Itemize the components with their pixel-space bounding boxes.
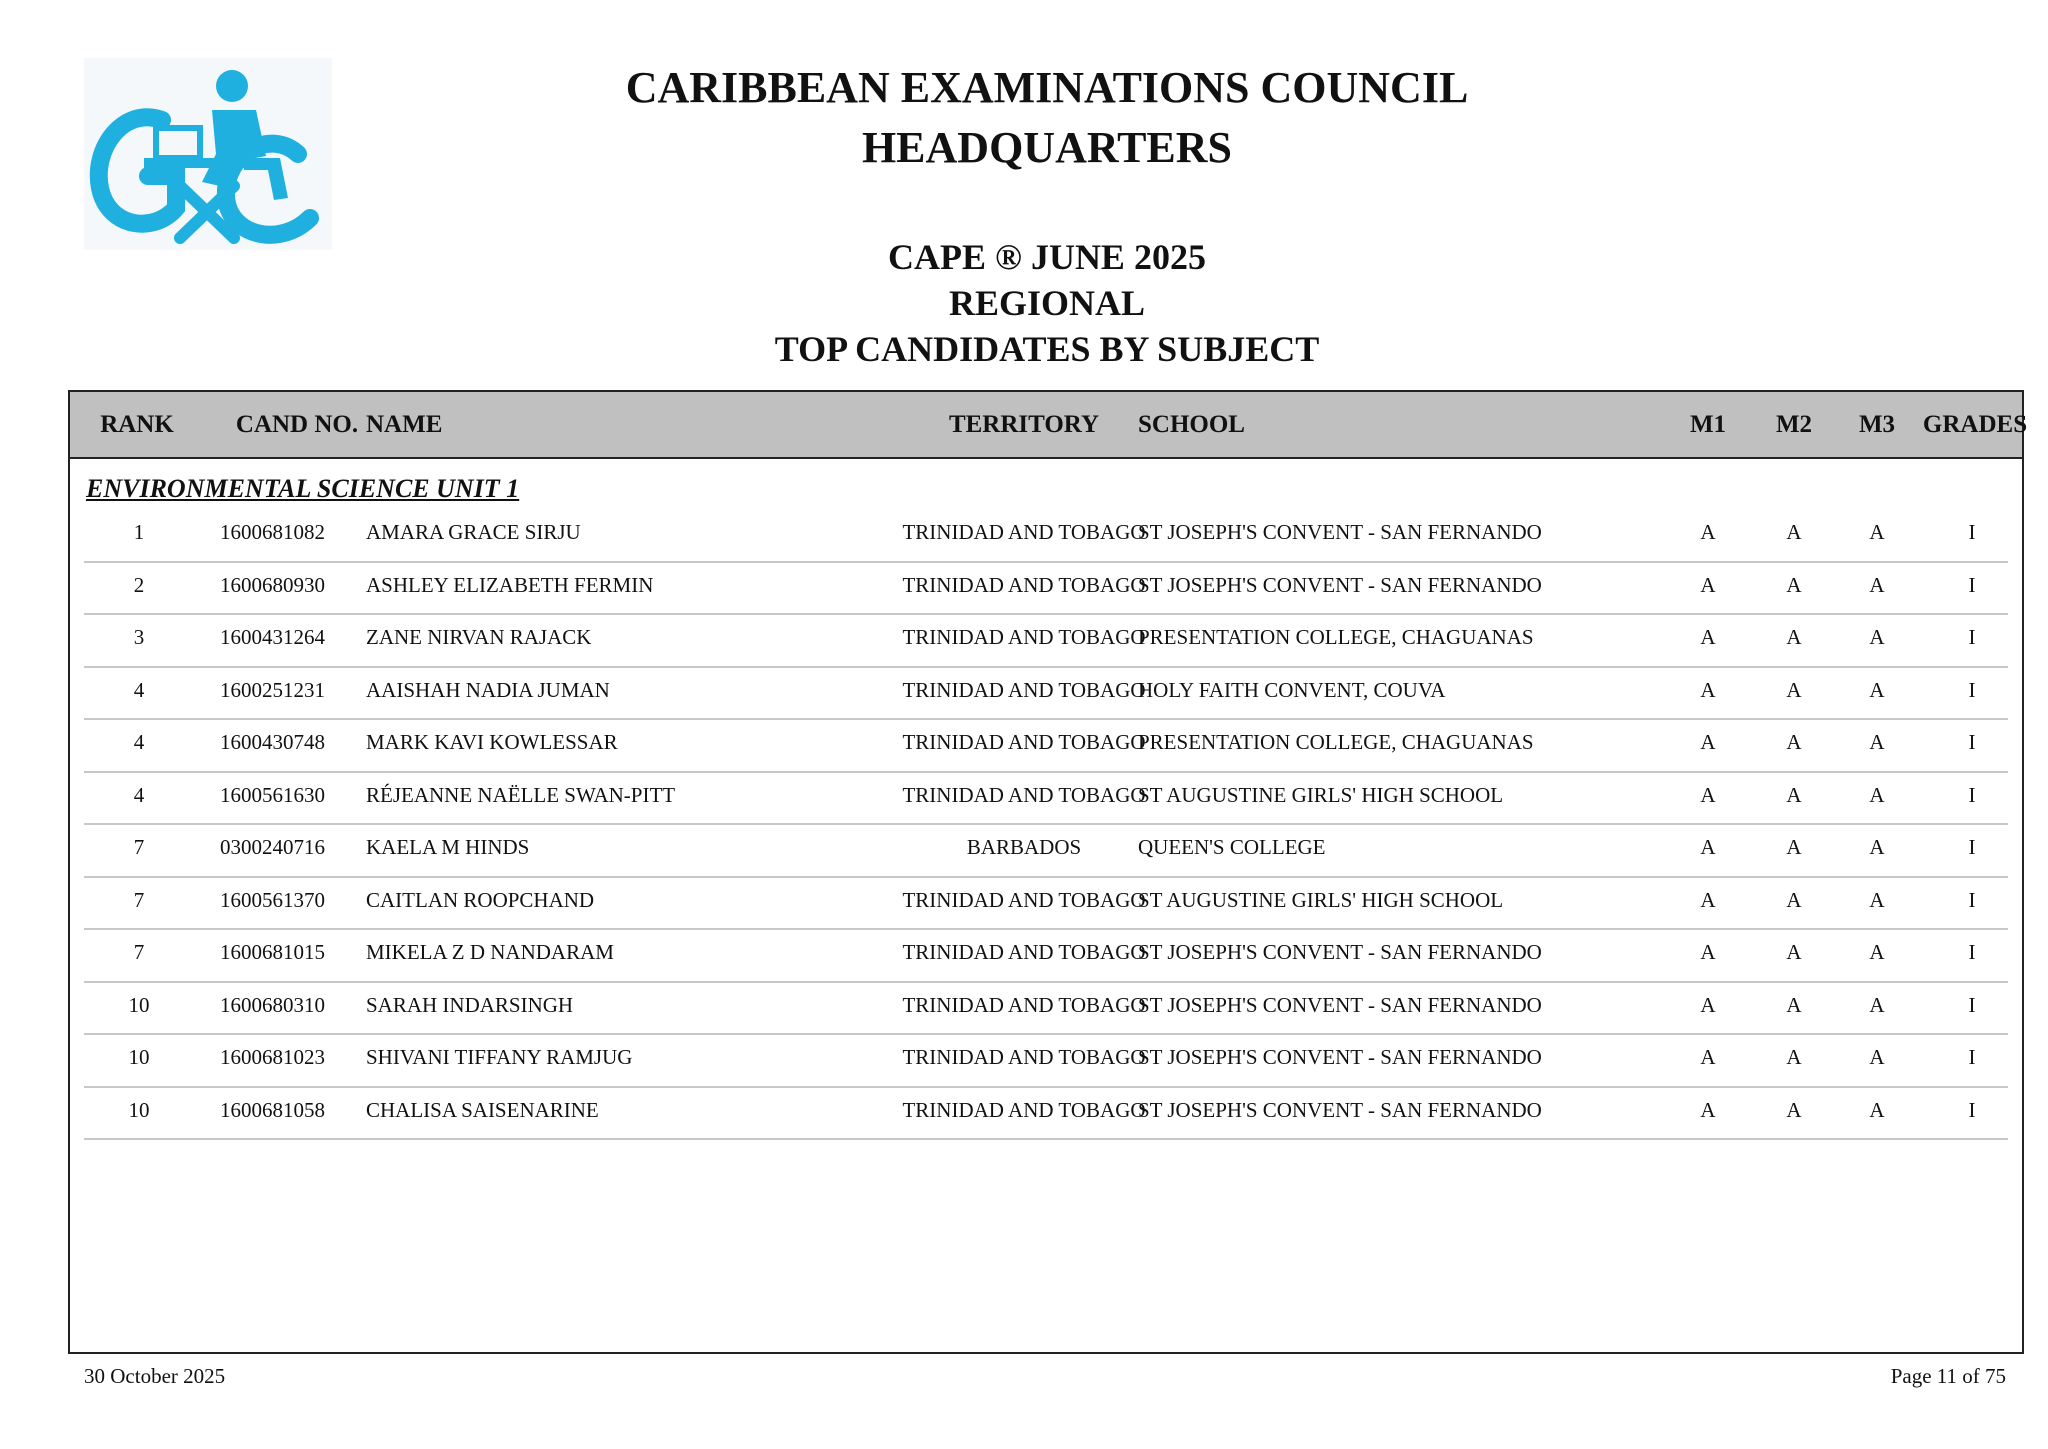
- cell-cand-no: 1600680310: [220, 992, 325, 1017]
- cell-m3: A: [1869, 782, 1885, 807]
- cell-grade: I: [1968, 835, 1976, 859]
- cell-m1: A: [1700, 835, 1716, 859]
- cell-rank: 7: [133, 940, 145, 964]
- cell-m3: A: [1869, 835, 1885, 859]
- cell-territory: TRINIDAD AND TOBAGO: [902, 887, 1146, 912]
- table-row: [84, 983, 2008, 1036]
- cell-grade: I: [1968, 730, 1976, 754]
- cell-m3: A: [1869, 992, 1885, 1017]
- table-row: [84, 878, 2008, 931]
- table-row: [84, 930, 2008, 983]
- cell-territory: TRINIDAD AND TOBAGO: [902, 1045, 1146, 1069]
- cell-name: AMARA GRACE SIRJU: [366, 520, 581, 544]
- cell-m2: A: [1786, 940, 1802, 964]
- cell-m3: A: [1869, 1097, 1885, 1122]
- cell-territory: TRINIDAD AND TOBAGO: [902, 782, 1146, 807]
- column-header-rank: RANK: [100, 411, 174, 438]
- cell-territory: TRINIDAD AND TOBAGO: [902, 520, 1146, 544]
- cell-grade: I: [1968, 940, 1976, 964]
- report-date: 30 October 2025: [84, 1364, 226, 1388]
- cell-name: CHALISA SAISENARINE: [366, 1097, 599, 1122]
- column-header-name: NAME: [366, 411, 443, 438]
- scope-title: REGIONAL: [948, 283, 1146, 323]
- cell-cand-no: 1600681015: [220, 940, 325, 964]
- cell-m2: A: [1786, 677, 1802, 702]
- cell-territory: BARBADOS: [966, 835, 1082, 859]
- report-title: TOP CANDIDATES BY SUBJECT: [774, 329, 1320, 369]
- table-row: [84, 720, 2008, 773]
- cell-name: ZANE NIRVAN RAJACK: [366, 625, 592, 649]
- cell-name: MIKELA Z D NANDARAM: [366, 940, 614, 964]
- cell-rank: 4: [133, 782, 145, 807]
- cell-m3: A: [1869, 520, 1885, 544]
- cell-m3: A: [1869, 940, 1885, 964]
- cell-school: ST JOSEPH'S CONVENT - SAN FERNANDO: [1138, 520, 1542, 544]
- table-row: [84, 510, 2008, 563]
- cell-m3: A: [1869, 1045, 1885, 1069]
- cell-school: QUEEN'S COLLEGE: [1138, 835, 1326, 859]
- cell-rank: 3: [133, 625, 145, 649]
- cell-school: PRESENTATION COLLEGE, CHAGUANAS: [1138, 730, 1534, 754]
- cell-school: ST AUGUSTINE GIRLS' HIGH SCHOOL: [1138, 782, 1504, 807]
- cell-territory: TRINIDAD AND TOBAGO: [902, 625, 1146, 649]
- cell-territory: TRINIDAD AND TOBAGO: [902, 992, 1146, 1017]
- cell-m2: A: [1786, 625, 1802, 649]
- subject-heading: ENVIRONMENTAL SCIENCE UNIT 1: [86, 474, 520, 503]
- cell-grade: I: [1968, 625, 1976, 649]
- cell-rank: 1: [133, 520, 145, 544]
- cell-school: ST JOSEPH'S CONVENT - SAN FERNANDO: [1138, 1097, 1542, 1122]
- cell-name: AAISHAH NADIA JUMAN: [366, 677, 610, 702]
- cell-school: HOLY FAITH CONVENT, COUVA: [1138, 677, 1446, 702]
- cell-rank: 7: [133, 835, 145, 859]
- cell-name: RÉJEANNE NAËLLE SWAN-PITT: [366, 782, 676, 807]
- cell-m2: A: [1786, 572, 1802, 597]
- table-row: [84, 1088, 2008, 1141]
- cell-cand-no: 1600561370: [220, 887, 325, 912]
- cell-name: SHIVANI TIFFANY RAMJUG: [366, 1045, 633, 1069]
- column-header-territory: TERRITORY: [948, 411, 1100, 438]
- cell-m2: A: [1786, 730, 1802, 754]
- cell-territory: TRINIDAD AND TOBAGO: [902, 940, 1146, 964]
- cell-rank: 2: [133, 572, 145, 597]
- cell-grade: I: [1968, 572, 1976, 597]
- cell-rank: 10: [128, 1097, 150, 1122]
- cell-rank: 10: [128, 1045, 150, 1069]
- cell-m1: A: [1700, 625, 1716, 649]
- column-header-m1: M1: [1689, 411, 1727, 438]
- cell-name: CAITLAN ROOPCHAND: [366, 887, 595, 912]
- cell-name: SARAH INDARSINGH: [366, 992, 574, 1017]
- cell-territory: TRINIDAD AND TOBAGO: [902, 677, 1146, 702]
- cell-rank: 4: [133, 677, 145, 702]
- cell-cand-no: 1600680930: [220, 572, 325, 597]
- results-table: [68, 390, 2028, 1354]
- cell-name: MARK KAVI KOWLESSAR: [366, 730, 618, 754]
- cell-school: ST JOSEPH'S CONVENT - SAN FERNANDO: [1138, 572, 1542, 597]
- cell-territory: TRINIDAD AND TOBAGO: [902, 730, 1146, 754]
- cell-school: ST AUGUSTINE GIRLS' HIGH SCHOOL: [1138, 887, 1504, 912]
- cell-cand-no: 1600561630: [220, 782, 325, 807]
- table-row: [84, 1035, 2008, 1088]
- cell-m2: A: [1786, 835, 1802, 859]
- cell-rank: 10: [128, 992, 150, 1017]
- cell-cand-no: 1600251231: [220, 677, 325, 702]
- cell-name: KAELA M HINDS: [366, 835, 530, 859]
- cell-m2: A: [1786, 1097, 1802, 1122]
- cell-grade: I: [1968, 520, 1976, 544]
- cell-grade: I: [1968, 1097, 1976, 1122]
- cell-m3: A: [1869, 625, 1885, 649]
- column-header-m2: M2: [1775, 411, 1813, 438]
- cell-m1: A: [1700, 730, 1716, 754]
- cell-cand-no: 1600681058: [220, 1097, 325, 1122]
- cell-m2: A: [1786, 992, 1802, 1017]
- table-row: [84, 615, 2008, 668]
- cell-m2: A: [1786, 782, 1802, 807]
- office-title: HEADQUARTERS: [861, 123, 1233, 172]
- cell-m1: A: [1700, 940, 1716, 964]
- cell-school: ST JOSEPH'S CONVENT - SAN FERNANDO: [1138, 992, 1542, 1017]
- cell-m1: A: [1700, 520, 1716, 544]
- cell-m3: A: [1869, 730, 1885, 754]
- cell-m3: A: [1869, 887, 1885, 912]
- cell-grade: I: [1968, 677, 1976, 702]
- org-title: CARIBBEAN EXAMINATIONS COUNCIL: [625, 63, 1469, 112]
- column-header-school: SCHOOL: [1138, 411, 1245, 438]
- exam-title: CAPE ® JUNE 2025: [888, 237, 1206, 277]
- cell-m3: A: [1869, 677, 1885, 702]
- cell-name: ASHLEY ELIZABETH FERMIN: [366, 572, 654, 597]
- table-row: [84, 563, 2008, 616]
- table-body: [84, 510, 2008, 1140]
- table-row: [84, 773, 2008, 826]
- cell-cand-no: 0300240716: [220, 835, 325, 859]
- cell-rank: 7: [133, 887, 145, 912]
- table-header: [70, 392, 2028, 459]
- cell-rank: 4: [133, 730, 145, 754]
- cell-cand-no: 1600431264: [220, 625, 325, 649]
- cell-m3: A: [1869, 572, 1885, 597]
- column-header-m3: M3: [1858, 411, 1896, 438]
- table-row: [84, 825, 2008, 878]
- cell-territory: TRINIDAD AND TOBAGO: [902, 1097, 1146, 1122]
- page-number: Page 11 of 75: [1890, 1364, 2006, 1388]
- column-header-cand-no: CAND NO.: [235, 411, 359, 438]
- cell-m1: A: [1700, 1097, 1716, 1122]
- cell-grade: I: [1968, 992, 1976, 1017]
- cell-m2: A: [1786, 520, 1802, 544]
- cell-m1: A: [1700, 677, 1716, 702]
- cell-grade: I: [1968, 1045, 1976, 1069]
- cell-m2: A: [1786, 1045, 1802, 1069]
- cell-territory: TRINIDAD AND TOBAGO: [902, 572, 1146, 597]
- cell-m1: A: [1700, 782, 1716, 807]
- cell-cand-no: 1600430748: [220, 730, 325, 754]
- column-header-grades: GRADES: [1922, 411, 2028, 438]
- cell-grade: I: [1968, 887, 1976, 912]
- cell-school: PRESENTATION COLLEGE, CHAGUANAS: [1138, 625, 1534, 649]
- cell-m1: A: [1700, 1045, 1716, 1069]
- cell-m2: A: [1786, 887, 1802, 912]
- table-row: [84, 668, 2008, 721]
- cell-school: ST JOSEPH'S CONVENT - SAN FERNANDO: [1138, 1045, 1542, 1069]
- cell-cand-no: 1600681082: [220, 520, 325, 544]
- cell-school: ST JOSEPH'S CONVENT - SAN FERNANDO: [1138, 940, 1542, 964]
- cell-m1: A: [1700, 992, 1716, 1017]
- cell-m1: A: [1700, 887, 1716, 912]
- cell-grade: I: [1968, 782, 1976, 807]
- cell-cand-no: 1600681023: [220, 1045, 325, 1069]
- cell-m1: A: [1700, 572, 1716, 597]
